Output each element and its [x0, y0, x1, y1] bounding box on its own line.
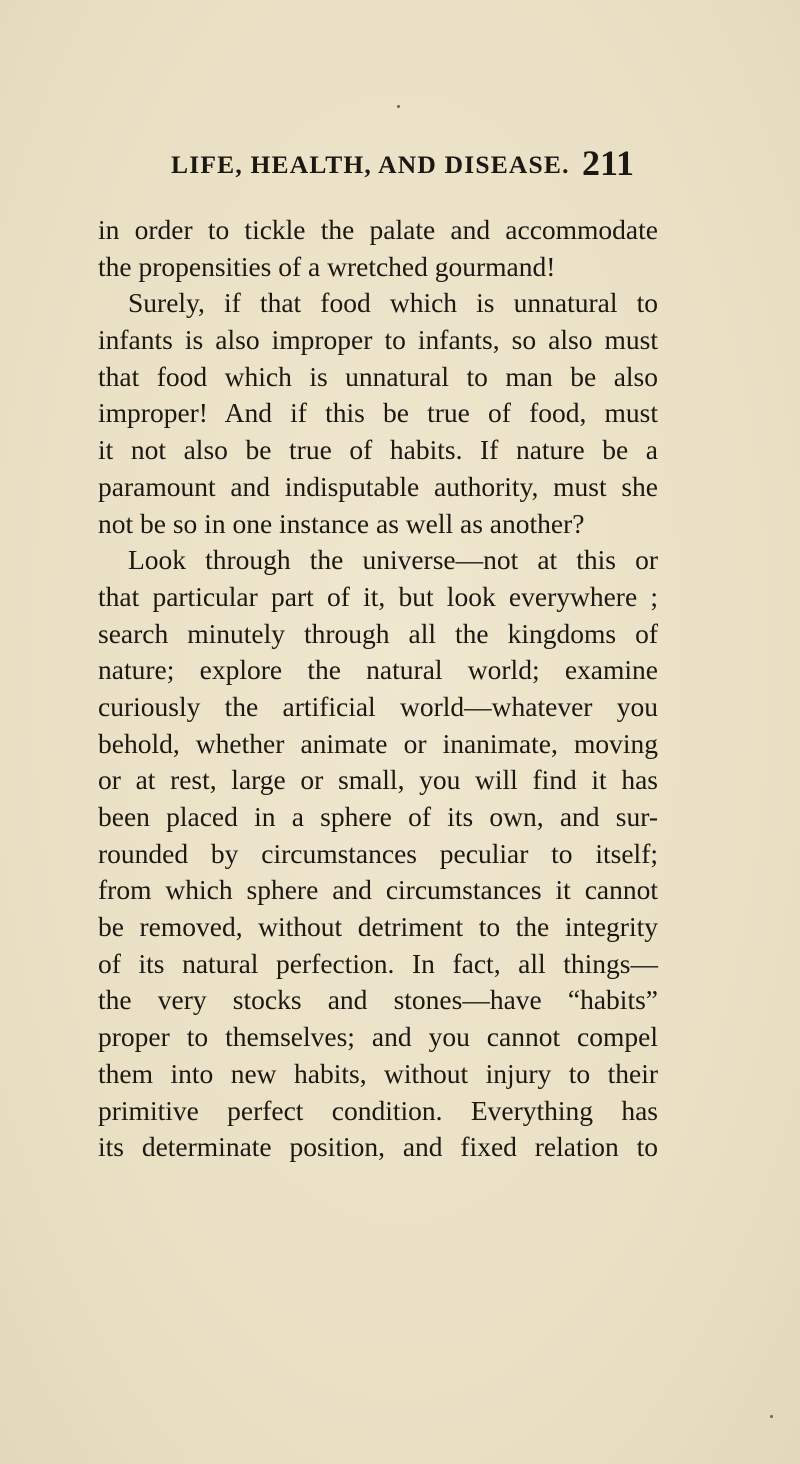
- text-line: from which sphere and circumstances it cannot: [98, 874, 658, 906]
- text-line: or at rest, large or small, you will find it has: [98, 764, 658, 796]
- text-line: Surely, if that food which is unnatural to: [128, 287, 658, 319]
- page-header: [0, 142, 800, 192]
- text-line: behold, whether animate or inanimate, moving: [98, 727, 658, 759]
- text-line: been placed in a sphere of its own, and sur-: [98, 801, 658, 832]
- text-line: paramount and indisputable authority, must she: [98, 470, 658, 502]
- paper-speck: [770, 1415, 773, 1418]
- text-line: primitive perfect condition. Everything has: [98, 1094, 658, 1126]
- text-line: curiously the artificial world—whatever you: [98, 690, 658, 722]
- text-line: infants is also improper to infants, so also must: [98, 324, 658, 356]
- text-line: search minutely through all the kingdoms of: [98, 617, 658, 649]
- text-line: not be so in one instance as well as another?: [98, 507, 585, 539]
- text-line: the propensities of a wretched gourmand!: [98, 250, 556, 282]
- text-line: Look through the universe—not at this or: [128, 544, 658, 576]
- text-line: the very stocks and stones—have “habits”: [98, 984, 658, 1016]
- text-line: that food which is unnatural to man be also: [98, 360, 658, 392]
- text-line: nature; explore the natural world; examine: [98, 654, 658, 686]
- text-line: its determinate position, and fixed relation to: [98, 1131, 658, 1163]
- text-line: them into new habits, without injury to their: [98, 1057, 658, 1089]
- paper-speck: [397, 105, 400, 108]
- text-line: rounded by circumstances peculiar to itself;: [98, 837, 658, 869]
- body-text: [98, 212, 658, 1166]
- text-line: it not also be true of habits. If nature be a: [98, 434, 658, 466]
- text-line: of its natural perfection. In fact, all things—: [98, 947, 658, 979]
- text-line: improper! And if this be true of food, must: [98, 397, 658, 429]
- page-number: 211: [582, 143, 635, 183]
- text-line: be removed, without detriment to the integrity: [98, 911, 658, 943]
- text-line: in order to tickle the palate and accommodate: [98, 214, 658, 245]
- text-line: proper to themselves; and you cannot compel: [98, 1021, 658, 1053]
- text-line: that particular part of it, but look everywhere ;: [98, 580, 658, 612]
- running-head: LIFE, HEALTH, AND DISEASE.: [171, 150, 570, 179]
